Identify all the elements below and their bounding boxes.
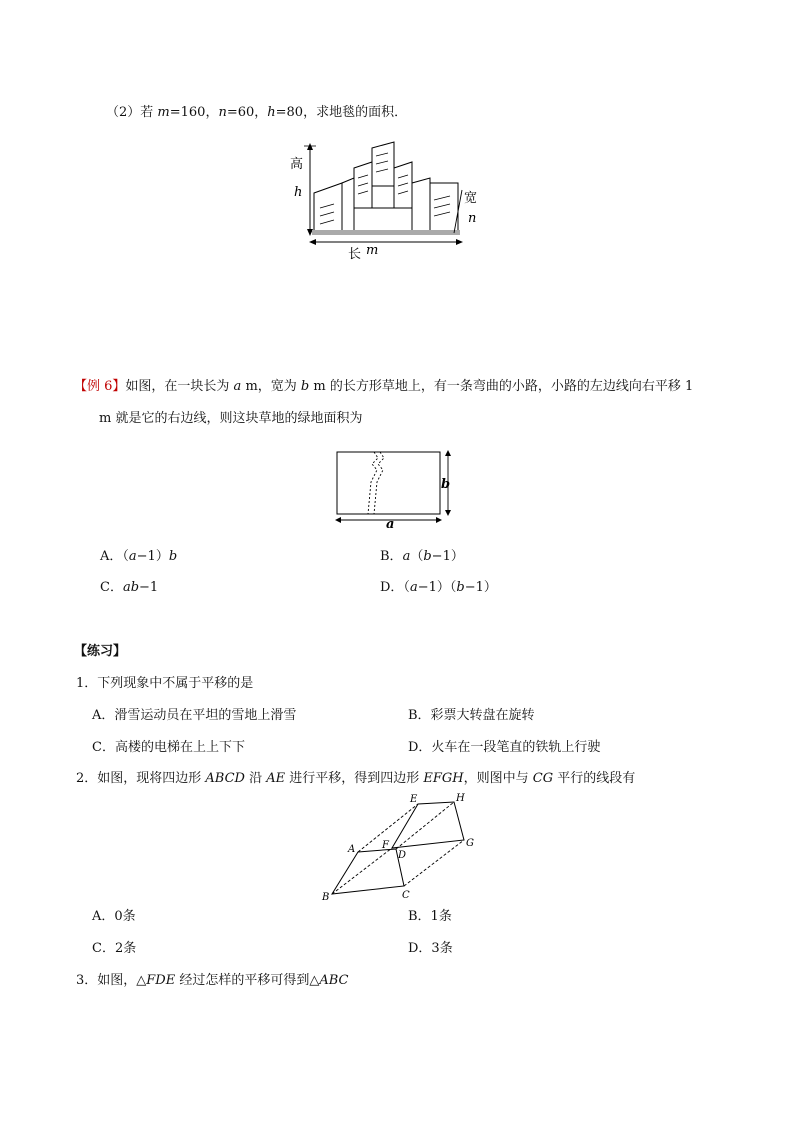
label-A: A bbox=[348, 844, 356, 855]
label-G: G bbox=[466, 838, 474, 849]
q1-option-d[interactable]: D．火车在一段笔直的铁轨上行驶 bbox=[408, 740, 601, 755]
carpet-stairs-figure bbox=[282, 138, 482, 263]
quadrilateral-translation-figure bbox=[318, 792, 478, 904]
q1-option-b[interactable]: B．彩票大转盘在旋转 bbox=[408, 708, 535, 723]
label-B: B bbox=[322, 892, 330, 903]
example-6-line1: 【例 6】如图，在一块长为 a m，宽为 b m 的长方形草地上，有一条弯曲的小路，小路的左边线向右平移 1 bbox=[74, 379, 694, 394]
q2-option-c[interactable]: C．2条 bbox=[92, 941, 137, 956]
label-C: C bbox=[402, 890, 410, 901]
width-var: n bbox=[468, 211, 477, 226]
example-6-tag: 【例 6】 bbox=[74, 379, 126, 394]
q1-option-c[interactable]: C．高楼的电梯在上上下下 bbox=[92, 740, 245, 755]
field-b-label: b bbox=[441, 477, 451, 492]
label-H: H bbox=[456, 793, 465, 804]
practice-title: 【练习】 bbox=[74, 644, 127, 659]
ex6-option-c[interactable]: C．ab−1 bbox=[100, 580, 159, 595]
ex6-option-d[interactable]: D．（a−1）（b−1） bbox=[380, 580, 497, 595]
ex6-option-a[interactable]: A．（a−1）b bbox=[100, 549, 178, 564]
ex6-option-b[interactable]: B．a（b−1） bbox=[380, 549, 464, 564]
height-var: h bbox=[294, 185, 303, 200]
q2-option-a[interactable]: A．0条 bbox=[92, 909, 136, 924]
example-6-line2: m 就是它的右边线，则这块草地的绿地面积为 bbox=[99, 411, 363, 426]
practice-q3: 3．如图，△FDE 经过怎样的平移可得到△ABC bbox=[76, 973, 349, 988]
q2-option-d[interactable]: D．3条 bbox=[408, 941, 453, 956]
grass-field-figure bbox=[330, 448, 460, 528]
label-F: F bbox=[382, 840, 389, 851]
practice-q2: 2．如图，现将四边形 ABCD 沿 AE 进行平移，得到四边形 EFGH，则图中与 CG 平行的线段有 bbox=[76, 771, 636, 786]
label-E: E bbox=[410, 794, 418, 805]
label-D: D bbox=[398, 850, 407, 861]
q1-option-a[interactable]: A．滑雪运动员在平坦的雪地上滑雪 bbox=[92, 708, 297, 723]
practice-q1: 1．下列现象中不属于平移的是 bbox=[76, 676, 254, 691]
question-2-text: （2）若 m=160，n=60，h=80，求地毯的面积． bbox=[106, 105, 408, 120]
height-label: 高 bbox=[290, 157, 304, 172]
width-label: 宽 bbox=[464, 191, 478, 206]
length-label: 长 bbox=[348, 247, 362, 262]
length-var: m bbox=[366, 243, 379, 258]
q2-option-b[interactable]: B．1条 bbox=[408, 909, 452, 924]
field-a-label: a bbox=[386, 517, 395, 528]
